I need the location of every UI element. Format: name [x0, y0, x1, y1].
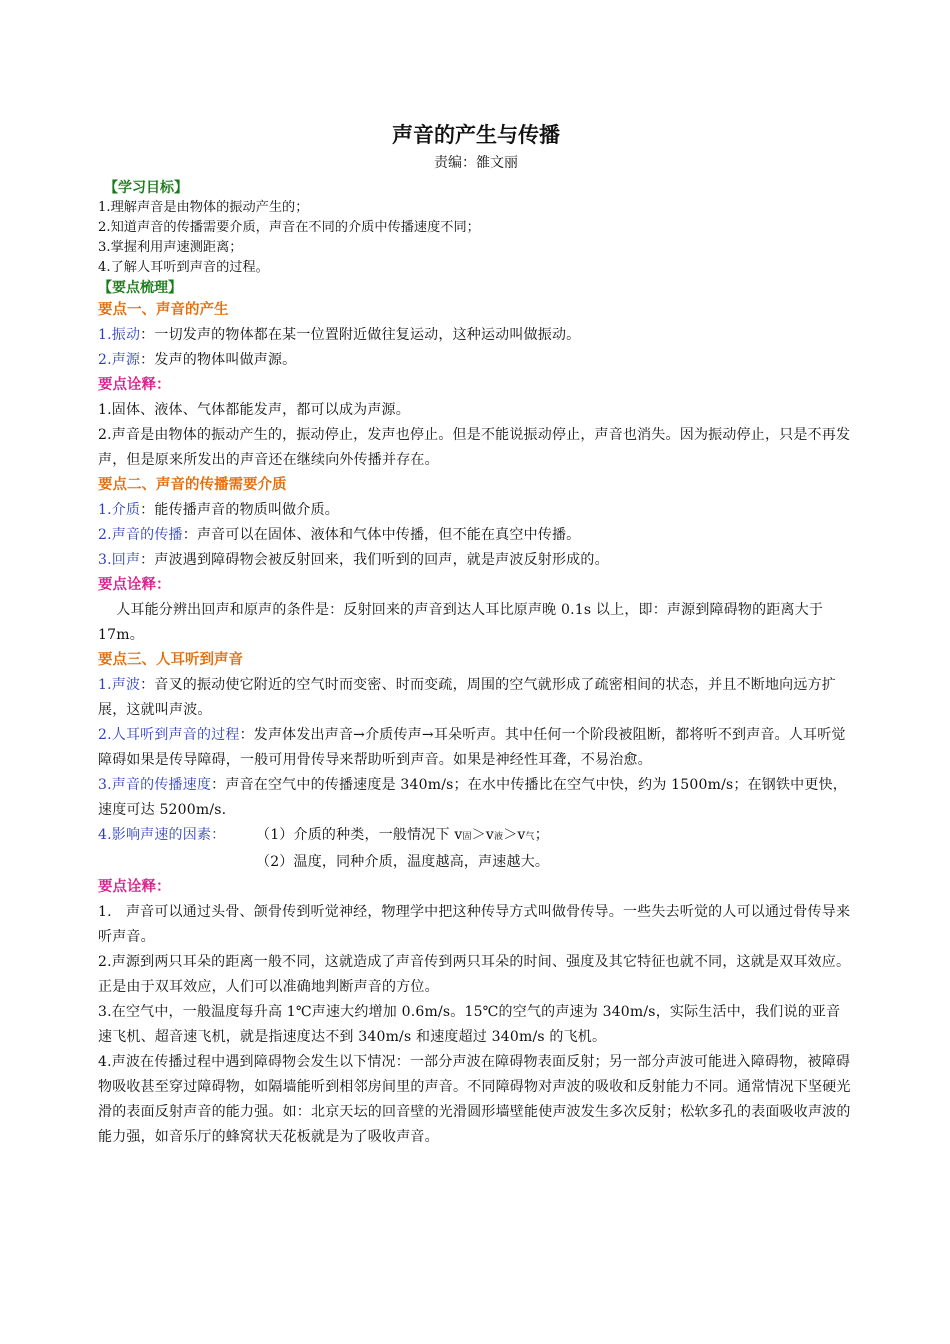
document-page	[98, 118, 854, 1150]
factor-temperature: （2）温度，同种介质，温度越高，声速越大。	[256, 854, 550, 870]
point3-note: 4.声波在传播过程中遇到障碍物会发生以下情况：一部分声波在障碍物表面反射；另一部分声波可能进入障碍物，被障碍物吸收甚至穿过障碍物，如隔墙能听到相邻房间里的声音。不同障碍物对声波的吸收和反射能力不同。通常情况下坚硬光滑的表面反射声音的能力强。如：北京天坛的回音壁的光滑圆形墙壁能使声波发生多次反射；松软多孔的表面吸收声波的能力强，如音乐厅的蜂窝状天花板就是为了吸收声音。	[98, 1054, 851, 1145]
term: 1.振动	[98, 327, 141, 343]
review-heading: 【要点梳理】	[98, 280, 182, 296]
term: 2.声源	[98, 352, 141, 368]
point2-note-heading: 要点诠释：	[98, 577, 171, 593]
author-line: 责编：雒文丽	[434, 155, 518, 171]
objectives-heading: 【学习目标】	[104, 180, 188, 196]
definition: ：声音在空气中的传播速度是 340m/s；在水中传播比在空气中快，约为 1500m/s；在钢铁中更快，速度可达 5200m/s.	[98, 777, 847, 818]
point1-item	[98, 348, 854, 373]
point2-item	[98, 498, 854, 523]
term: 1.声波	[98, 677, 141, 693]
subscript-solid: 固	[462, 832, 472, 842]
objective-item: 3.掌握利用声速测距离；	[98, 240, 243, 255]
term: 1.介质	[98, 502, 141, 518]
term: 4.影响声速的因素	[98, 827, 212, 843]
point2-item	[98, 523, 854, 548]
factors-label	[98, 823, 256, 850]
subscript-gas: 气	[525, 832, 535, 842]
objective-item: 1.理解声音是由物体的振动产生的；	[98, 200, 309, 215]
point1-heading: 要点一、声音的产生	[98, 302, 229, 318]
factor-medium	[256, 823, 854, 850]
point1-note: 1.固体、液体、气体都能发声，都可以成为声源。	[98, 402, 410, 418]
point3-item	[98, 673, 854, 723]
point3-note: 3.在空气中，一般温度每升高 1℃声速大约增加 0.6m/s。15℃的空气的声速为 340m/s，实际生活中，我们说的亚音速飞机、超音速飞机，就是指速度达不到 340m/s 和速度超过 340m/s 的飞机。	[98, 1004, 841, 1045]
term: 2.声音的传播	[98, 527, 183, 543]
point1-note-heading: 要点诠释：	[98, 377, 171, 393]
definition: ：能传播声音的物质叫做介质。	[140, 502, 339, 518]
page-title: 声音的产生与传播	[392, 123, 560, 147]
point1-item	[98, 323, 854, 348]
subscript-liquid: 液	[493, 832, 504, 842]
term: 2.人耳听到声音的过程	[98, 727, 240, 743]
term-colon: ：	[211, 827, 226, 843]
point2-heading: 要点二、声音的传播需要介质	[98, 477, 287, 493]
term: 3.声音的传播速度	[98, 777, 212, 793]
definition: ：发声的物体叫做声源。	[140, 352, 297, 368]
point2-item	[98, 548, 854, 573]
point3-item	[98, 723, 854, 773]
term: 3.回声	[98, 552, 141, 568]
point3-heading: 要点三、人耳听到声音	[98, 652, 243, 668]
point3-item	[98, 773, 854, 823]
point3-note: 2.声源到两只耳朵的距离一般不同，这就造成了声音传到两只耳朵的时间、强度及其它特征也就不同，这就是双耳效应。正是由于双耳效应，人们可以准确地判断声音的方位。	[98, 954, 851, 995]
point1-note: 2.声音是由物体的振动产生的，振动停止，发声也停止。但是不能说振动停止，声音也消失。因为振动停止，只是不再发声，但是原来所发出的声音还在继续向外传播并存在。	[98, 427, 851, 468]
factors-row	[98, 823, 854, 850]
definition: ：发声体发出声音→介质传声→耳朵听声。其中任何一个阶段被阻断，都将听不到声音。人耳听觉障碍如果是传导障碍，一般可用骨传导来帮助听到声音。如果是神经性耳聋，不易治愈。	[98, 727, 846, 768]
objective-item: 4.了解人耳听到声音的过程。	[98, 260, 269, 275]
factor-text: ＞v	[471, 827, 494, 843]
point3-note: 1. 声音可以通过头骨、颌骨传到听觉神经，物理学中把这种传导方式叫做骨传导。一些失去听觉的人可以通过骨传导来听声音。	[98, 904, 851, 945]
definition: ：音叉的振动使它附近的空气时而变密、时而变疏，周围的空气就形成了疏密相间的状态，并且不断地向远方扩展，这就叫声波。	[98, 677, 836, 718]
factor-text: ；	[534, 827, 549, 843]
factor-text: ＞v	[503, 827, 526, 843]
definition: ：一切发声的物体都在某一位置附近做往复运动，这种运动叫做振动。	[140, 327, 581, 343]
factor-text: （1）介质的种类，一般情况下 v	[256, 827, 463, 843]
definition: ：声音可以在固体、液体和气体中传播，但不能在真空中传播。	[182, 527, 581, 543]
point2-note: 人耳能分辨出回声和原声的条件是：反射回来的声音到达人耳比原声晚 0.1s 以上，即：声源到障碍物的距离大于 17m。	[98, 602, 824, 643]
objective-item: 2.知道声音的传播需要介质，声音在不同的介质中传播速度不同；	[98, 220, 480, 235]
point3-note-heading: 要点诠释：	[98, 879, 171, 895]
definition: ：声波遇到障碍物会被反射回来，我们听到的回声，就是声波反射形成的。	[140, 552, 609, 568]
